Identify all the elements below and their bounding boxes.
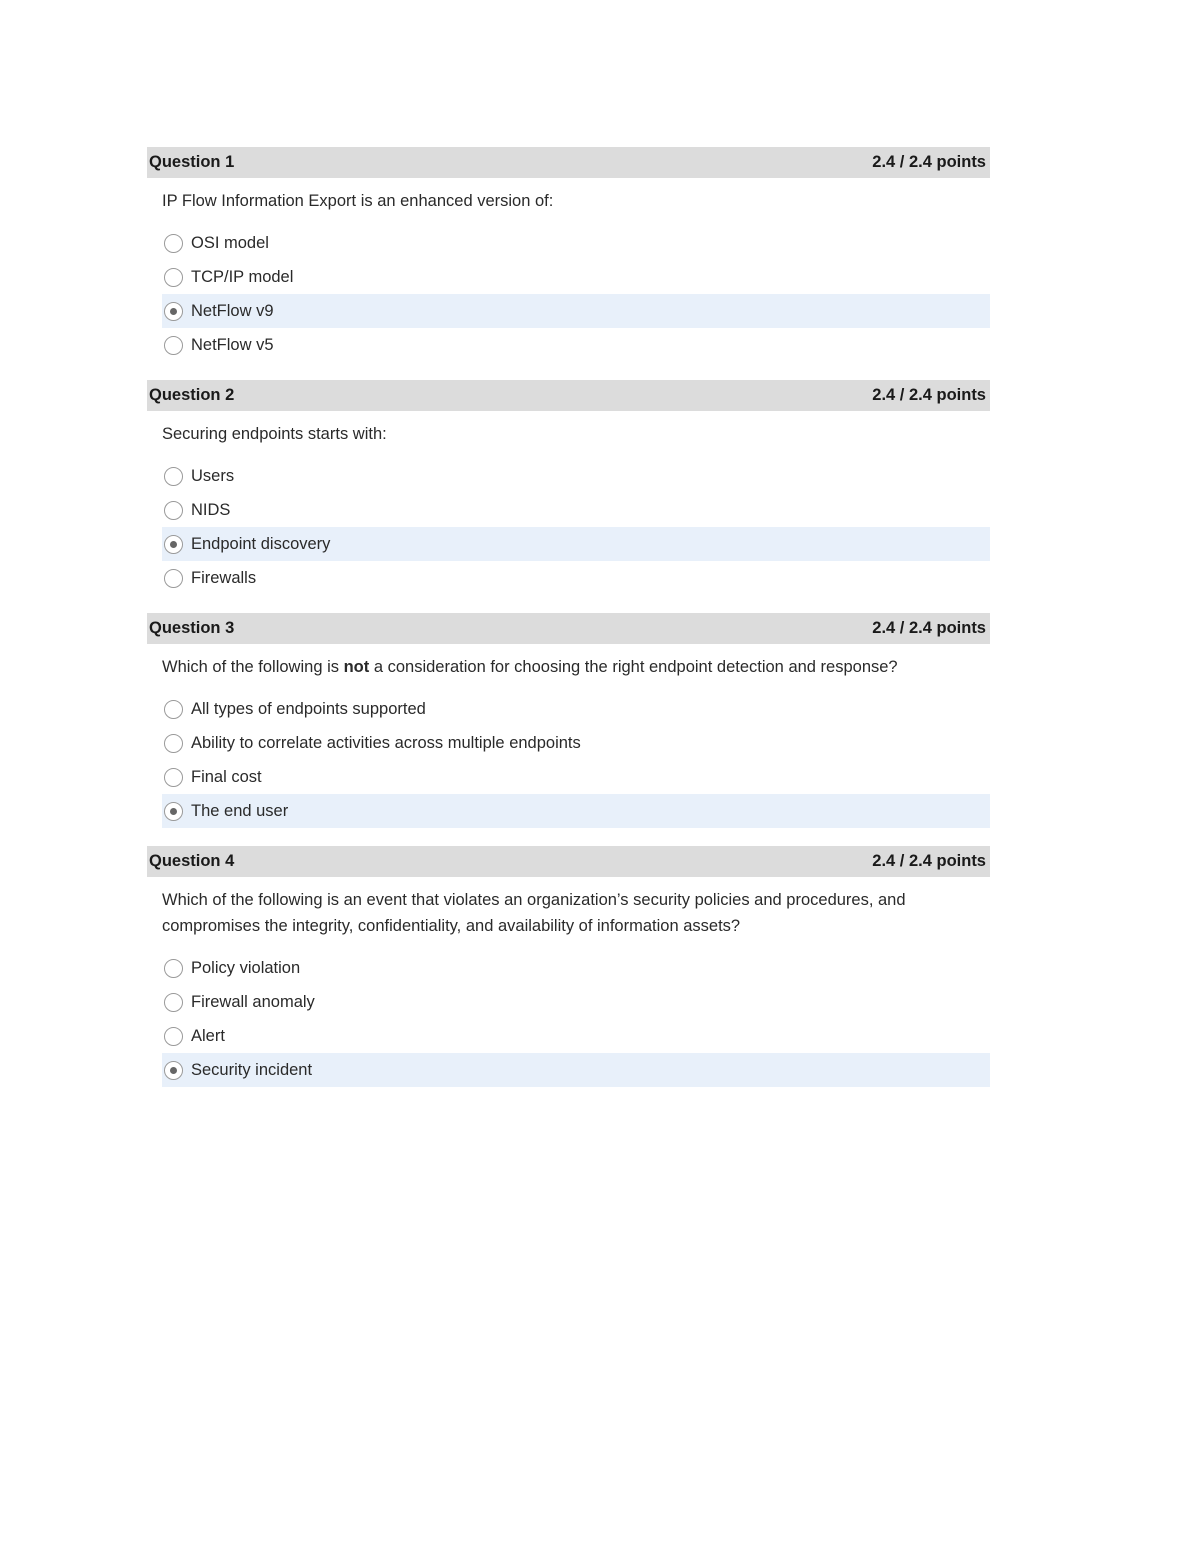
- question-points: 2.4 / 2.4 points: [872, 386, 986, 404]
- question-text-part: Which of the following is an event that violates an organization’s security policies and procedures, and compromises the integrity, confidentiality, and availability of information assets?: [162, 891, 906, 935]
- answer-option[interactable]: [162, 692, 990, 726]
- answer-option[interactable]: [162, 226, 990, 260]
- answer-label: Final cost: [191, 767, 262, 786]
- radio-button[interactable]: [164, 302, 183, 321]
- radio-button[interactable]: [164, 569, 183, 588]
- radio-button[interactable]: [164, 734, 183, 753]
- question-points: 2.4 / 2.4 points: [872, 619, 986, 637]
- answer-list: [162, 692, 990, 828]
- answer-option[interactable]: [162, 328, 990, 362]
- answer-option[interactable]: [162, 260, 990, 294]
- answer-option[interactable]: [162, 527, 990, 561]
- answer-option[interactable]: [162, 1053, 990, 1087]
- answer-option[interactable]: [162, 726, 990, 760]
- answer-label: All types of endpoints supported: [191, 699, 426, 718]
- question-text: [147, 877, 990, 939]
- question-header: [147, 380, 990, 411]
- question-text-emphasis: not: [343, 658, 370, 676]
- question-header: [147, 613, 990, 644]
- answer-label: Firewall anomaly: [191, 992, 315, 1011]
- radio-button[interactable]: [164, 802, 183, 821]
- question-title: Question 2: [149, 386, 235, 404]
- answer-list: [162, 226, 990, 362]
- question-text: [147, 644, 990, 680]
- radio-button[interactable]: [164, 336, 183, 355]
- answer-list: [162, 951, 990, 1087]
- answer-label: NIDS: [191, 500, 231, 519]
- answer-label: Security incident: [191, 1060, 313, 1079]
- question-text: [147, 178, 990, 214]
- question-block: [147, 846, 990, 1087]
- answer-label: Alert: [191, 1026, 225, 1045]
- answer-label: Ability to correlate activities across multiple endpoints: [191, 733, 581, 752]
- radio-button[interactable]: [164, 1027, 183, 1046]
- answer-label: Firewalls: [191, 568, 257, 587]
- answer-option[interactable]: [162, 985, 990, 1019]
- quiz-results: [147, 147, 990, 1105]
- radio-button[interactable]: [164, 268, 183, 287]
- answer-option[interactable]: [162, 493, 990, 527]
- question-block: [147, 380, 990, 595]
- answer-label: NetFlow v5: [191, 335, 274, 354]
- answer-list: [162, 459, 990, 595]
- question-points: 2.4 / 2.4 points: [872, 852, 986, 870]
- answer-option[interactable]: [162, 459, 990, 493]
- radio-button[interactable]: [164, 959, 183, 978]
- radio-button[interactable]: [164, 234, 183, 253]
- answer-option[interactable]: [162, 561, 990, 595]
- question-block: [147, 613, 990, 828]
- question-header: [147, 846, 990, 877]
- answer-label: Users: [191, 466, 235, 485]
- answer-option[interactable]: [162, 794, 990, 828]
- radio-button[interactable]: [164, 467, 183, 486]
- question-title: Question 4: [149, 852, 235, 870]
- question-header: [147, 147, 990, 178]
- question-points: 2.4 / 2.4 points: [872, 153, 986, 171]
- radio-button[interactable]: [164, 1061, 183, 1080]
- answer-label: Endpoint discovery: [191, 534, 331, 553]
- question-text: [147, 411, 990, 447]
- question-text-part: Securing endpoints starts with:: [162, 425, 387, 443]
- answer-label: Policy violation: [191, 958, 301, 977]
- answer-option[interactable]: [162, 951, 990, 985]
- question-text-part: IP Flow Information Export is an enhanced version of:: [162, 192, 554, 210]
- answer-label: OSI model: [191, 233, 269, 252]
- question-title: Question 1: [149, 153, 235, 171]
- radio-button[interactable]: [164, 501, 183, 520]
- answer-label: NetFlow v9: [191, 301, 274, 320]
- question-text-part: Which of the following is: [162, 658, 344, 676]
- radio-button[interactable]: [164, 535, 183, 554]
- question-title: Question 3: [149, 619, 235, 637]
- radio-button[interactable]: [164, 768, 183, 787]
- answer-option[interactable]: [162, 1019, 990, 1053]
- question-text-part: a consideration for choosing the right endpoint detection and response?: [369, 658, 898, 676]
- radio-button[interactable]: [164, 700, 183, 719]
- answer-option[interactable]: [162, 760, 990, 794]
- answer-label: TCP/IP model: [191, 267, 294, 286]
- answer-label: The end user: [191, 801, 289, 820]
- question-block: [147, 147, 990, 362]
- radio-button[interactable]: [164, 993, 183, 1012]
- answer-option[interactable]: [162, 294, 990, 328]
